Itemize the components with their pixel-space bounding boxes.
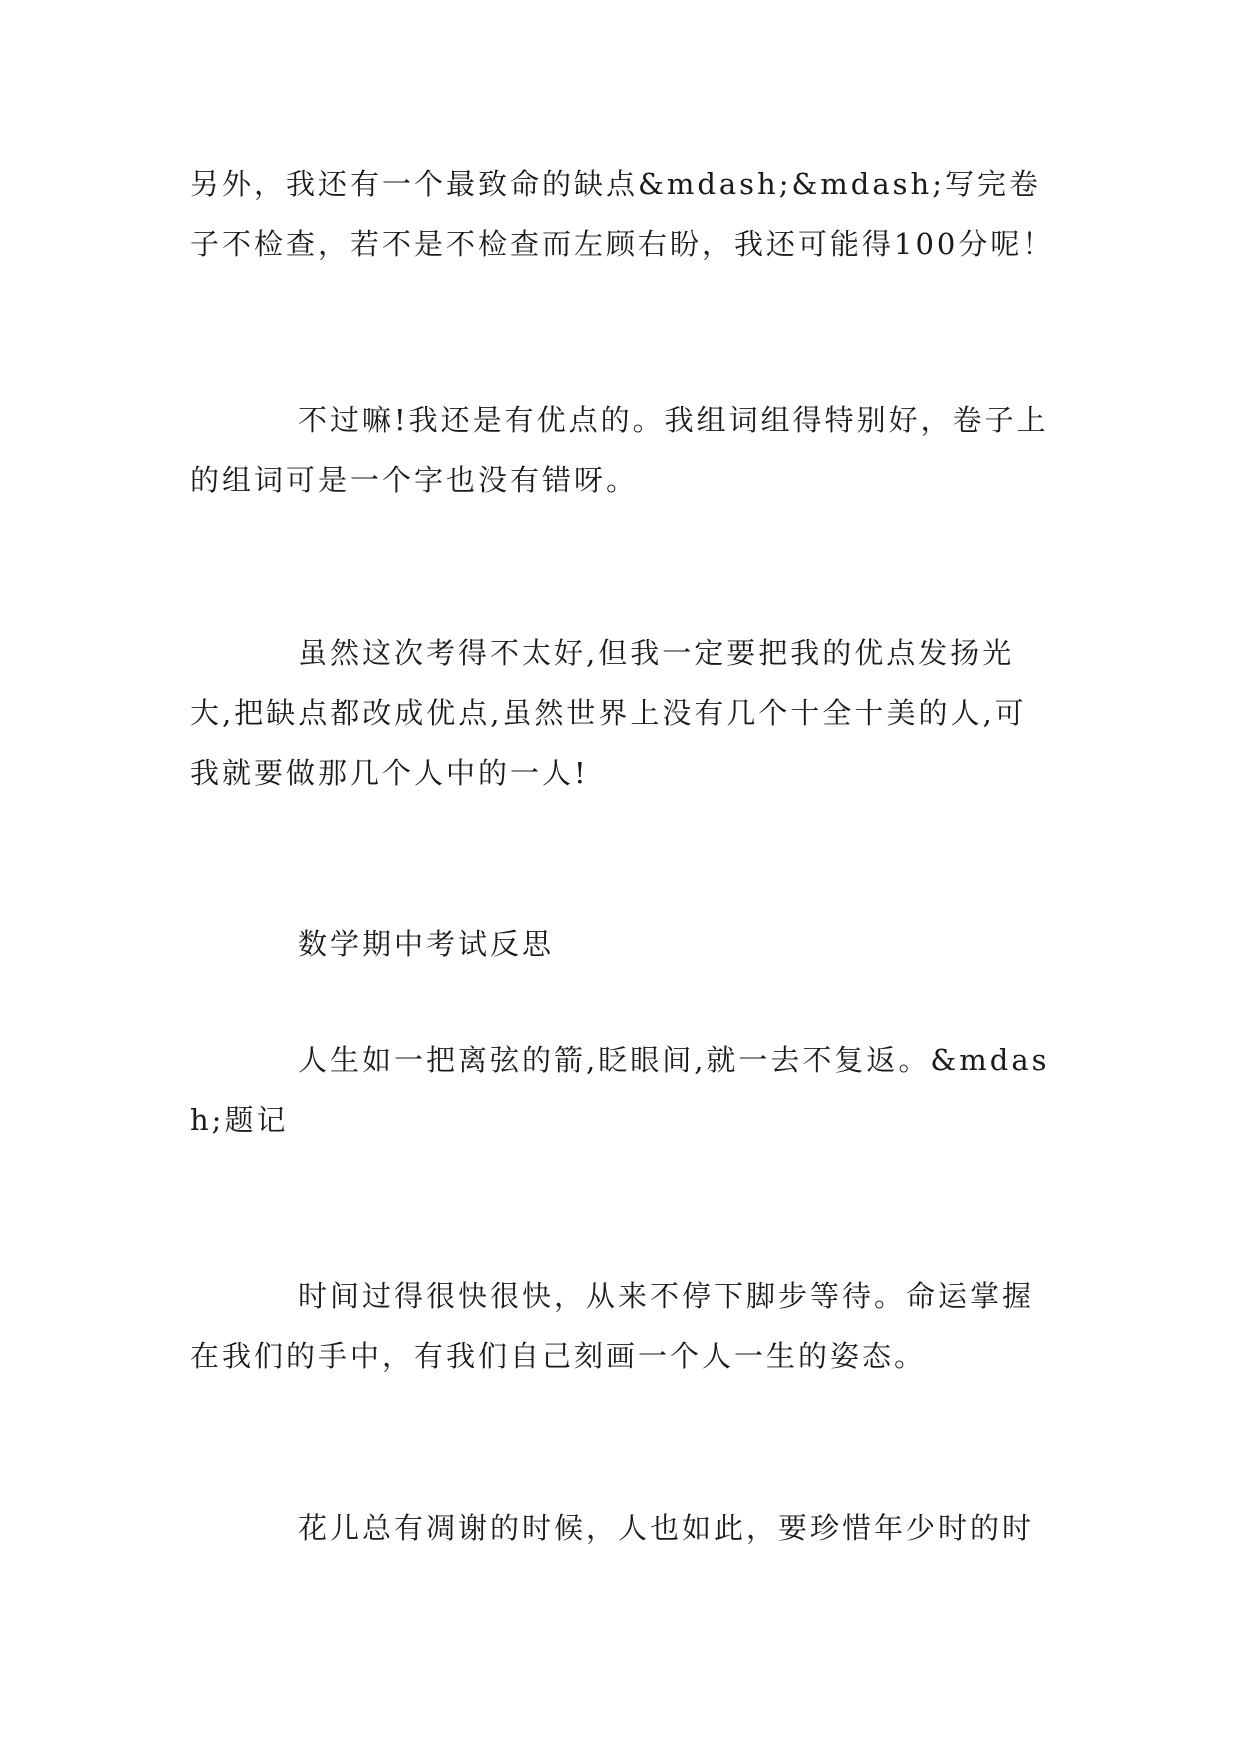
paragraph-epigraph: 人生如一把离弦的箭,眨眼间,就一去不复返。&mdash;题记: [190, 1043, 1050, 1137]
paragraph-shortcoming: 另外，我还有一个最致命的缺点&mdash;&mdash;写完卷子不检查，若不是不检查而左顾右盼，我还可能得100分呢！: [190, 167, 1055, 261]
section-heading: 数学期中考试反思: [298, 927, 555, 961]
paragraph-time: 时间过得很快很快，从来不停下脚步等待。命运掌握在我们的手中，有我们自己刻画一个人一生的姿态。: [190, 1279, 1035, 1373]
paragraph-flowers: 花儿总有凋谢的时候，人也如此，要珍惜年少时的时: [298, 1511, 1035, 1545]
paragraph-resolution: 虽然这次考得不太好,但我一定要把我的优点发扬光大,把缺点都改成优点,虽然世界上没有几个十全十美的人,可我就要做那几个人中的一人!: [190, 636, 1027, 790]
paragraph-strength: 不过嘛!我还是有优点的。我组词组得特别好，卷子上的组词可是一个字也没有错呀。: [190, 403, 1049, 497]
